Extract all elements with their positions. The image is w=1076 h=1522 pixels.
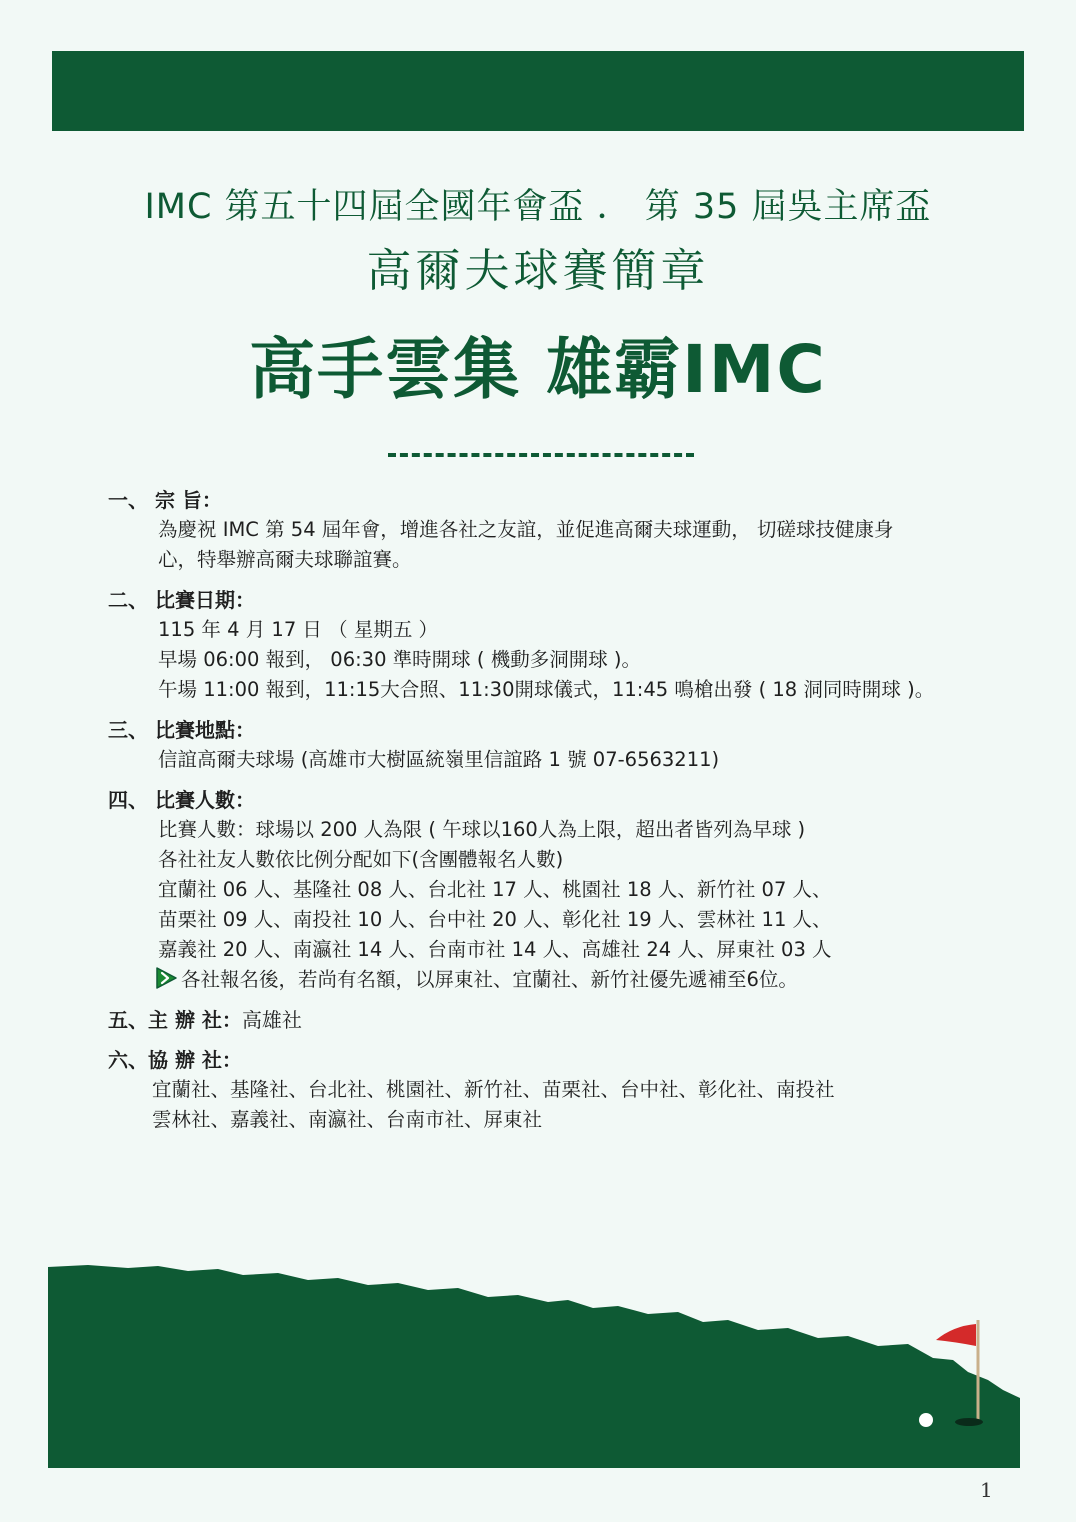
text-line: 雲林社、嘉義社、南瀛社、台南市社、屏東社 xyxy=(152,1108,543,1131)
text-line: 早場 06:00 報到， 06:30 準時開球 ( 機動多洞開球 )。 xyxy=(158,648,641,671)
section-venue-body xyxy=(108,745,988,775)
play-arrow-icon xyxy=(154,966,178,990)
section-participants-heading: 四、 比賽人數： xyxy=(108,788,255,812)
dashed-divider xyxy=(388,453,694,457)
section-purpose-body xyxy=(108,515,988,575)
section-organizer-heading: 五、主 辦 社： xyxy=(108,1008,242,1032)
text-line: 宜蘭社 06 人、基隆社 08 人、台北社 17 人、桃園社 18 人、新竹社 07 人、 xyxy=(158,878,832,901)
note-text: 各社報名後，若尚有名額，以屏東社、宜蘭社、新竹社優先遞補至6位。 xyxy=(181,968,798,991)
section-coorganizers-heading: 六、協 辦 社： xyxy=(108,1048,242,1072)
text-line: 各社社友人數依比例分配如下(含團體報名人數) xyxy=(158,848,564,871)
section-participants-body xyxy=(108,815,988,995)
title-line-1: IMC 第五十四屆全國年會盃 ． 第 35 屆吳主席盃 xyxy=(144,187,932,227)
section-purpose-heading: 一、 宗 旨： xyxy=(108,488,222,512)
text-line: 苗栗社 09 人、南投社 10 人、台中社 20 人、彰化社 19 人、雲林社 11 人、 xyxy=(158,908,832,931)
golf-course-hill xyxy=(48,1262,1020,1468)
text-line: 比賽人數：球場以 200 人為限 ( 午球以160人為上限，超出者皆列為早球 ) xyxy=(158,818,806,841)
text-line: 嘉義社 20 人、南瀛社 14 人、台南市社 14 人、高雄社 24 人、屏東社 03 人 xyxy=(158,938,832,961)
text-line: 宜蘭社、基隆社、台北社、桃園社、新竹社、苗栗社、台中社、彰化社、南投社 xyxy=(152,1078,835,1101)
note-line xyxy=(154,965,988,995)
title-slogan: 高手雲集 雄霸IMC xyxy=(249,331,827,408)
page-number: 1 xyxy=(980,1478,993,1502)
section-coorganizers-body xyxy=(108,1075,988,1135)
section-venue-heading: 三、 比賽地點： xyxy=(108,718,255,742)
text-line: 午場 11:00 報到，11:15大合照、11:30開球儀式，11:45 鳴槍出發 ( 18 洞同時開球 )。 xyxy=(158,678,935,701)
text-line: 心，特舉辦高爾夫球聯誼賽。 xyxy=(158,548,412,571)
hill-shape xyxy=(48,1265,1020,1468)
golf-ball-icon xyxy=(919,1413,933,1427)
top-banner xyxy=(52,51,1024,131)
text-line: 115 年 4 月 17 日 （ 星期五 ） xyxy=(158,618,439,641)
section-organizer xyxy=(108,1005,988,1035)
section-date-body xyxy=(108,615,988,705)
content-body xyxy=(108,485,988,1135)
text-line: 為慶祝 IMC 第 54 屆年會，增進各社之友誼，並促進高爾夫球運動， 切磋球技健康身 xyxy=(158,518,894,541)
title-line-2: 高爾夫球賽簡章 xyxy=(366,244,710,297)
section-date-heading: 二、 比賽日期： xyxy=(108,588,255,612)
text-line: 信誼高爾夫球場 (高雄市大樹區統嶺里信誼路 1 號 07-6563211) xyxy=(158,748,720,771)
organizer-value: 高雄社 xyxy=(241,1008,302,1032)
